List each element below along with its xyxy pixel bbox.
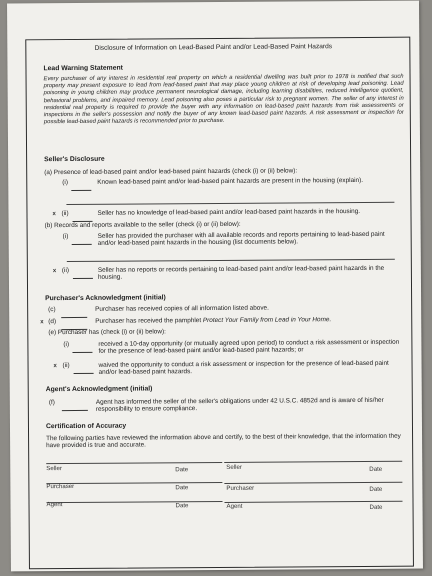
seller-a-ii-num: (ii): [61, 210, 69, 218]
purchaser-e-i-num: (i): [63, 341, 70, 349]
purchaser-e-ii-text: waived the opportunity to conduct a risk assessment or inspection for the presence of lead-based paint and/or lead-based paint hazards.: [98, 359, 389, 377]
initial-line-e-ii[interactable]: [74, 367, 94, 376]
checkmark-b-ii: x: [52, 268, 57, 275]
pamphlet-title: Protect Your Family from Lead in Your Home.: [202, 316, 332, 325]
purchaser-e-i-text: received a 10-day opportunity (or mutually agreed upon period) to conduct a risk assessment or inspection for the presence of lead-based paint and/or lead-based paint hazards; or: [98, 338, 400, 356]
date-label-5: Date: [175, 502, 189, 510]
initial-line-c[interactable]: [61, 311, 87, 320]
form-title: Disclosure of Information on Lead-Based Paint and/or Lead-Based Paint Hazards: [94, 43, 333, 52]
checkmark-d: x: [40, 319, 44, 326]
checkmark-a-ii: x: [52, 211, 56, 218]
initial-line-e-i[interactable]: [72, 346, 92, 355]
certification-heading: Certification of Accuracy: [45, 422, 127, 431]
seller-label-2: Seller: [226, 463, 242, 471]
date-label-3: Date: [175, 484, 189, 492]
seller-disclosure-heading: Seller's Disclosure: [44, 155, 105, 164]
purchaser-label-2: Purchaser: [226, 484, 255, 492]
initial-line-a-i[interactable]: [71, 184, 91, 193]
checkmark-e-ii: x: [53, 363, 57, 370]
agent-label-1: Agent: [46, 501, 63, 509]
seller-b-i-num: (i): [62, 233, 69, 241]
date-label-6: Date: [369, 503, 383, 511]
warning-heading: Lead Warning Statement: [43, 64, 123, 73]
purchaser-ack-heading: Purchaser's Acknowledgment (initial): [45, 294, 166, 303]
purchaser-e-ii-num: (ii): [62, 362, 70, 370]
agent-f-num: (f): [48, 399, 55, 407]
seller-item-a: (a) Presence of lead-based paint and/or lead-based paint hazards (check (i) or (ii) below):: [44, 167, 298, 177]
agent-ack-heading: Agent's Acknowledgment (initial): [45, 385, 153, 394]
disclosure-form-page: [7, 1, 423, 572]
purchaser-d-num: (d): [48, 318, 57, 326]
purchaser-item-e: (e) Purchaser has (check (i) or (ii) below):: [48, 328, 166, 337]
certification-body: The following parties have reviewed the information above and certify, to the best of their knowledge, that the information they have provided is true and accurate.: [46, 432, 401, 450]
purchaser-label-1: Purchaser: [46, 482, 75, 491]
purchaser-c-text: Purchaser has received copies of all information listed above.: [95, 304, 269, 313]
warning-body: Every purchaser of any interest in residential real property on which a residential dwelling was built prior to 1978 is notified that such property may present exposure to lead from lead-based paint that may place young children at risk of developing lead poisoning. Lead poisoning in young children may produce permanent neurological damage, including learning disabilities, reduced intelligence quotient, behavioral problems, and impaired memory. Lead poisoning also poses a particular risk to pregnant women. The seller of any interest in residential real property is required to provide the buyer with any information on lead-based paint hazards from risk assessments or inspections in the seller's possession and notify the buyer of any known lead-based paint hazards. A risk assessment or inspection for possible lead-based paint hazards is recommended prior to purchase.: [43, 73, 404, 126]
initial-line-b-ii[interactable]: [73, 272, 93, 281]
seller-a-i-text: Known lead-based paint and/or lead-based paint hazards are present in the housing (explain).: [97, 176, 364, 186]
seller-b-ii-text: Seller has no reports or records pertaining to lead-based paint and/or lead-based paint hazards in the housing.: [97, 264, 385, 282]
seller-a-ii-text: Seller has no knowledge of lead-based paint and/or lead-based paint hazards in the housing.: [97, 207, 361, 217]
agent-label-2: Agent: [226, 502, 243, 510]
purchaser-c-num: (c): [48, 306, 56, 314]
seller-label-1: Seller: [46, 465, 62, 473]
date-label-2: Date: [369, 465, 383, 473]
seller-b-ii-num: (ii): [61, 267, 70, 275]
agent-f-text: Agent has informed the seller of the seller's obligations under 42 U.S.C. 4852d and is aware of his/her responsibility to ensure compliance.: [95, 396, 384, 414]
initial-line-f[interactable]: [62, 404, 88, 413]
purchaser-d-text-main: Purchaser has received the pamphlet: [95, 317, 203, 325]
seller-b-i-text: Seller has provided the purchaser with all available records and reports pertaining to lead-based paint and/or lead-based paint hazards in the housing (list documents below).: [97, 230, 385, 248]
initial-line-b-i[interactable]: [72, 238, 92, 247]
seller-a-i-num: (i): [62, 179, 68, 187]
date-label-1: Date: [175, 466, 189, 474]
seller-item-b: (b) Records and reports available to the seller (check (i) or (ii) below):: [44, 220, 241, 230]
date-label-4: Date: [369, 485, 383, 493]
